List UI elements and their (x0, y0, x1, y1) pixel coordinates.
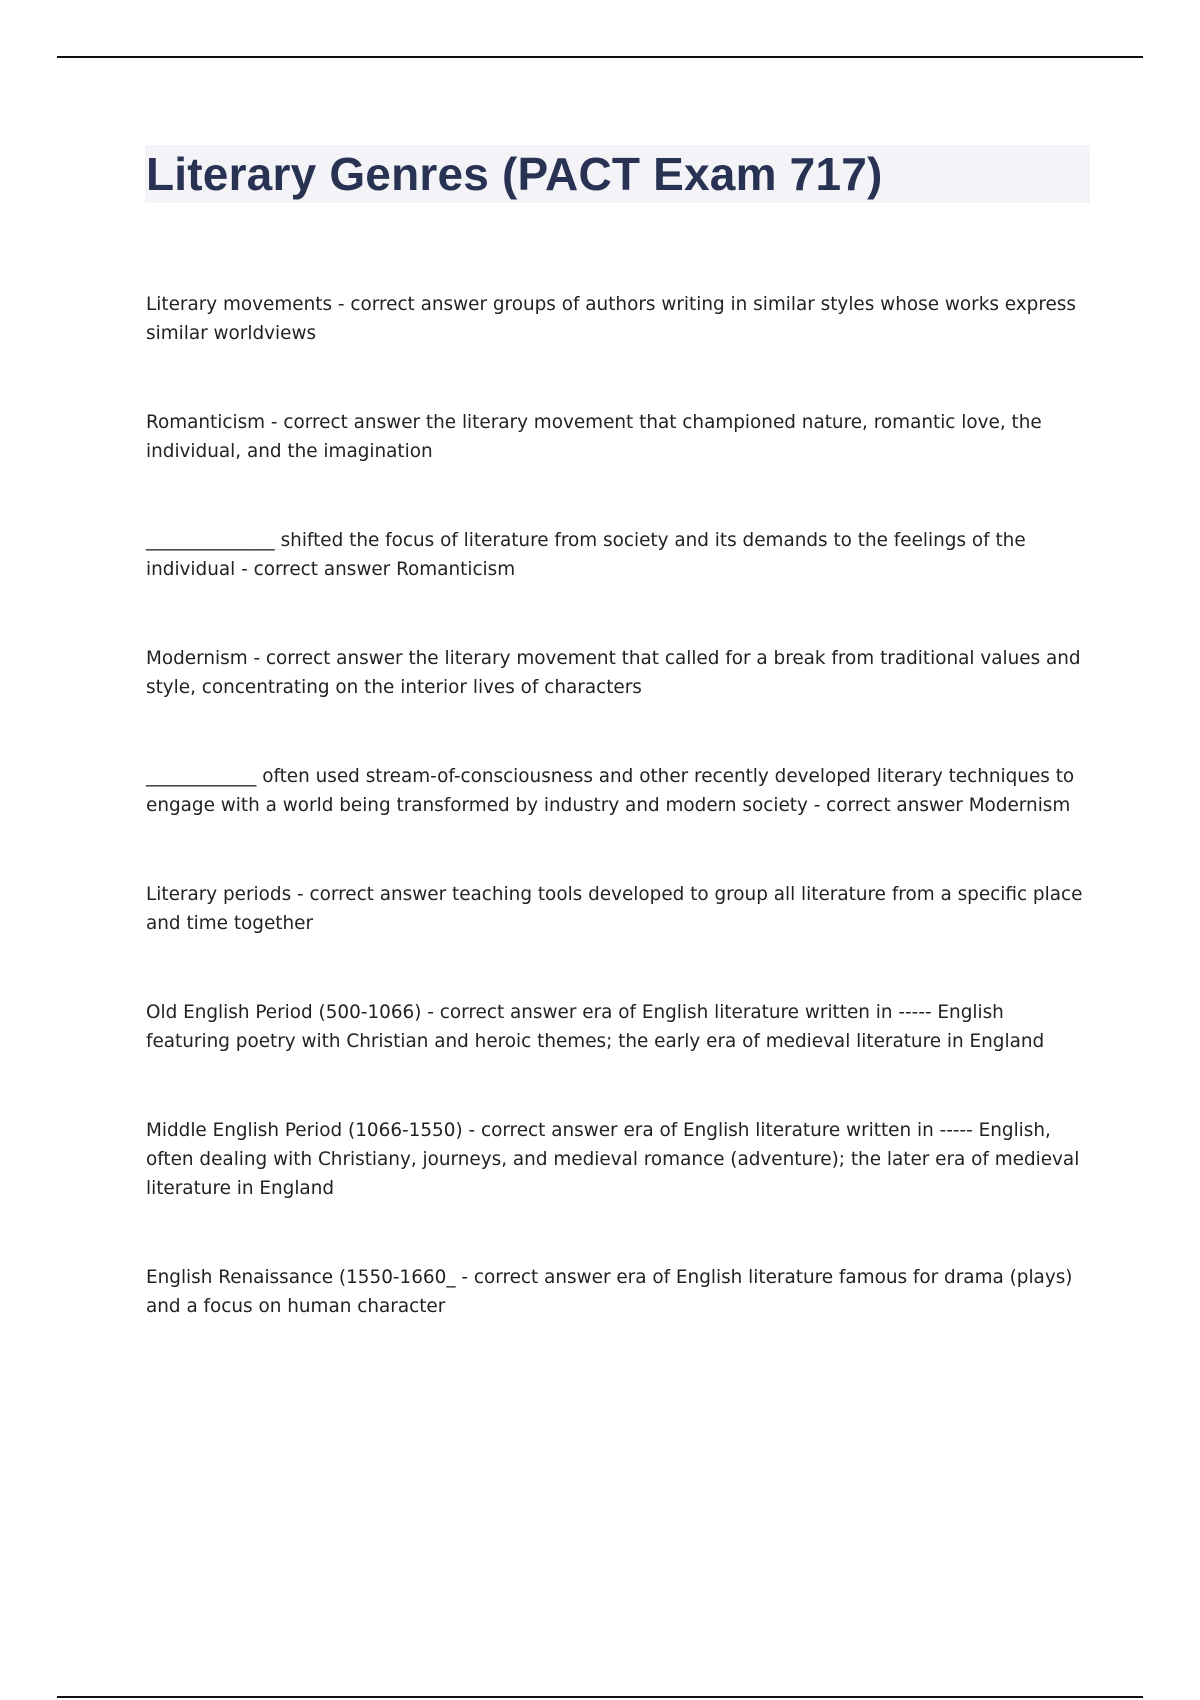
flashcard-entry: Modernism - correct answer the literary movement that called for a break from traditional values and style, concentrating on the interior lives of characters (146, 648, 1081, 698)
bottom-rule (57, 1696, 1143, 1698)
flashcard-list (146, 290, 1091, 1381)
flashcard-entry: ____________ often used stream-of-consciousness and other recently developed literary techniques to engage with a world being transformed by industry and modern society - correct answer Modernism (146, 766, 1075, 816)
flashcard-entry: Old English Period (500-1066) - correct answer era of English literature written in ----- English featuring poetry with Christian and heroic themes; the early era of medieval literature in England (146, 1002, 1045, 1052)
flashcard-entry: English Renaissance (1550-1660_ - correct answer era of English literature famous for drama (plays) and a focus on human character (146, 1267, 1073, 1317)
top-rule (57, 56, 1143, 58)
flashcard-entry: Middle English Period (1066-1550) - correct answer era of English literature written in ----- English, often dealing with Christiany, journeys, and medieval romance (adventure); the later era of medieval literature in England (146, 1120, 1080, 1199)
flashcard-entry: ______________ shifted the focus of literature from society and its demands to the feelings of the individual - correct answer Romanticism (146, 530, 1026, 580)
flashcard-entry: Literary movements - correct answer groups of authors writing in similar styles whose works express similar worldviews (146, 294, 1076, 344)
flashcard-entry: Romanticism - correct answer the literary movement that championed nature, romantic love, the individual, and the imagination (146, 412, 1042, 462)
page-title: Literary Genres (PACT Exam 717) (146, 148, 883, 200)
flashcard-entry: Literary periods - correct answer teaching tools developed to group all literature from a specific place and time together (146, 884, 1083, 934)
